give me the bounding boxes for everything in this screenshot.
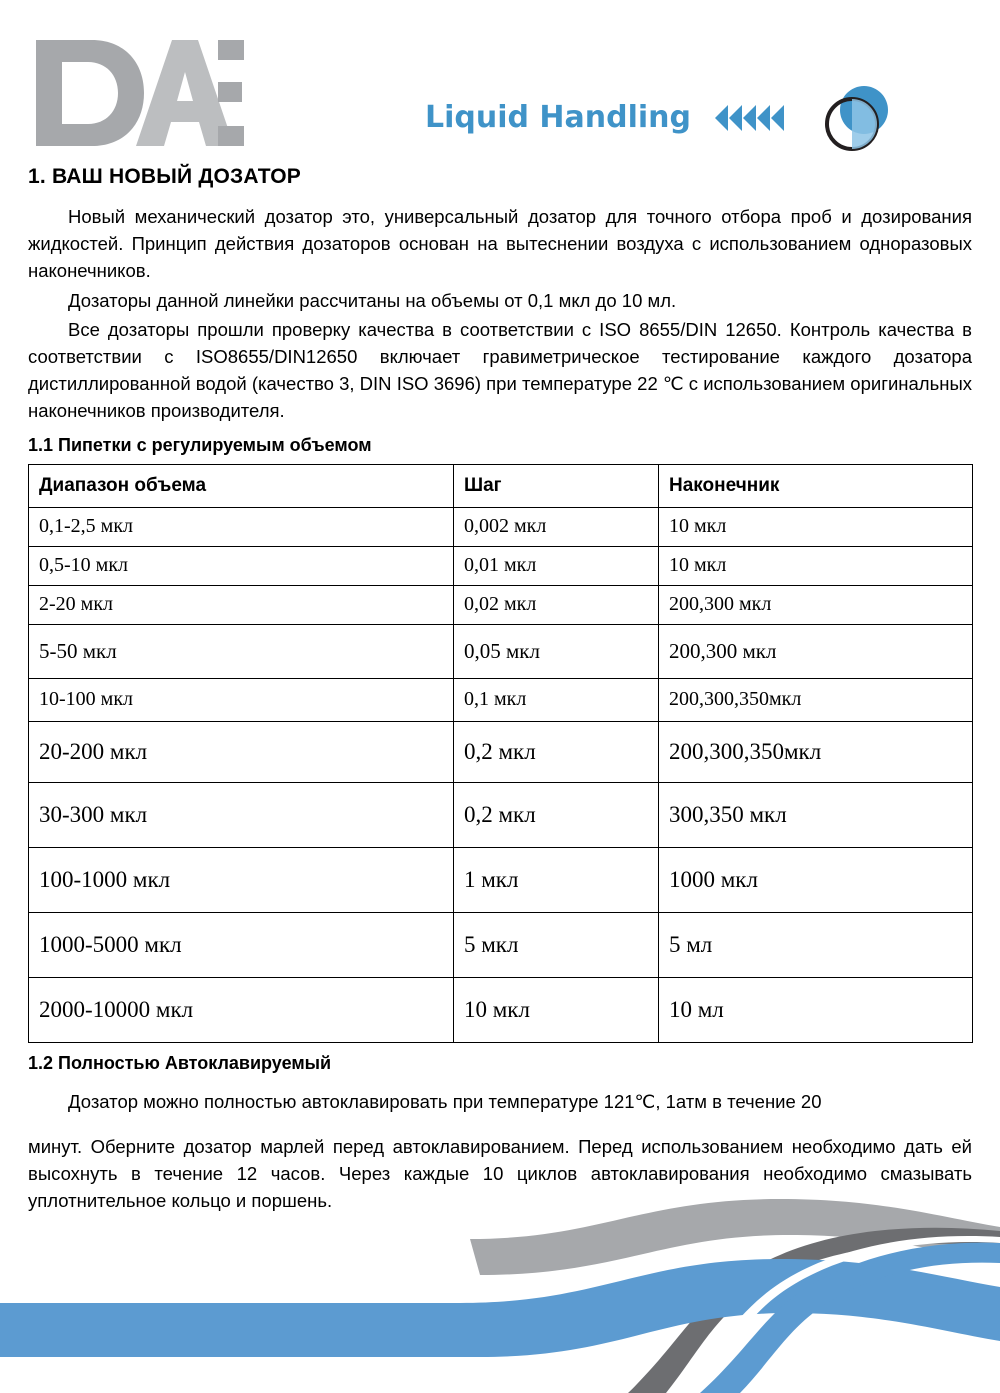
paragraph-intro-1: Новый механический дозатор это, универсальный дозатор для точного отбора проб и дозирования жидкостей. Принцип действия дозаторов основан на вытеснении воздуха с использованием одноразовых наконечников. [28, 206, 972, 282]
paragraph-intro-2: Дозаторы данной линейки рассчитаны на объемы от 0,1 мкл до 10 мл. [68, 289, 677, 311]
subsection-title-1-2: 1.2 Полностью Автоклавируемый [28, 1052, 332, 1073]
page-title: 1. ВАШ НОВЫЙ ДОЗАТОР [28, 165, 301, 188]
cell-tip: 200,300 мкл [659, 624, 973, 678]
cell-volume-range: 30-300 мкл [29, 782, 454, 847]
table-row [29, 912, 973, 977]
page-footer-graphic [0, 1193, 1000, 1393]
cell-volume-range: 5-50 мкл [29, 624, 454, 678]
subsection-title-1-1: 1.1 Пипетки с регулируемым объемом [28, 434, 372, 455]
cell-volume-range: 2-20 мкл [29, 585, 454, 624]
volume-specs-table [28, 464, 973, 1043]
cell-tip: 10 мл [659, 977, 973, 1042]
cell-tip: 200,300,350мкл [659, 678, 973, 721]
cell-volume-range: 2000-10000 мкл [29, 977, 454, 1042]
table-row [29, 847, 973, 912]
cell-step: 1 мкл [454, 847, 659, 912]
cell-step: 0,002 мкл [454, 507, 659, 546]
cell-step: 0,2 мкл [454, 782, 659, 847]
table-header-row [29, 464, 973, 507]
paragraph-autoclave-2: минут. Оберните дозатор марлей перед автоклавированием. Перед использованием необходимо дать ей высохнуть в течение 12 часов. Через каждые 10 циклов автоклавирования необходимо смазывать уплотнительное кольцо и поршень. [28, 1135, 972, 1212]
brand-lockup [425, 100, 784, 135]
chevron-left-icon [715, 105, 728, 131]
brand-title: Liquid Handling [425, 100, 692, 135]
cell-step: 5 мкл [454, 912, 659, 977]
table-row [29, 546, 973, 585]
cell-tip: 5 мл [659, 912, 973, 977]
chevron-left-icons [715, 105, 784, 131]
cell-tip: 300,350 мкл [659, 782, 973, 847]
table-row [29, 507, 973, 546]
table-row [29, 624, 973, 678]
table-row [29, 977, 973, 1042]
chevron-left-icon [757, 105, 770, 131]
cell-tip: 200,300,350мкл [659, 721, 973, 782]
cell-volume-range: 100-1000 мкл [29, 847, 454, 912]
column-header-step: Шаг [454, 464, 659, 507]
column-header-volume-range: Диапазон объема [29, 464, 454, 507]
paragraph-autoclave-1: Дозатор можно полностью автоклавировать при температуре 121℃, 1атм в течение 20 [68, 1090, 822, 1112]
cell-tip: 200,300 мкл [659, 585, 973, 624]
cell-step: 0,2 мкл [454, 721, 659, 782]
table-row [29, 782, 973, 847]
chevron-left-icon [729, 105, 742, 131]
cell-step: 0,05 мкл [454, 624, 659, 678]
cell-step: 10 мкл [454, 977, 659, 1042]
chevron-left-icon [743, 105, 756, 131]
paragraph-intro-3: Все дозаторы прошли проверку качества в соответствии с ISO 8655/DIN 12650. Контроль качества в соответствии с ISO8655/DIN12650 включает гравиметрическое тестирование каждого дозатора дистиллированной водой (качество 3, DIN ISO 3696) при температуре 22 ℃ с использованием оригинальных наконечников производителя. [28, 318, 972, 422]
document-body [0, 165, 1000, 1216]
cell-volume-range: 0,1-2,5 мкл [29, 507, 454, 546]
cell-volume-range: 0,5-10 мкл [29, 546, 454, 585]
cell-step: 0,01 мкл [454, 546, 659, 585]
cell-volume-range: 1000-5000 мкл [29, 912, 454, 977]
ring-droplet-icon [822, 84, 890, 152]
dab-logo [32, 38, 247, 150]
table-row [29, 721, 973, 782]
cell-step: 0,1 мкл [454, 678, 659, 721]
cell-tip: 1000 мкл [659, 847, 973, 912]
table-row [29, 585, 973, 624]
cell-volume-range: 20-200 мкл [29, 721, 454, 782]
table-row [29, 678, 973, 721]
cell-tip: 10 мкл [659, 507, 973, 546]
cell-tip: 10 мкл [659, 546, 973, 585]
cell-volume-range: 10-100 мкл [29, 678, 454, 721]
page-header [0, 0, 1000, 165]
cell-step: 0,02 мкл [454, 585, 659, 624]
chevron-left-icon [771, 105, 784, 131]
column-header-tip: Наконечник [659, 464, 973, 507]
